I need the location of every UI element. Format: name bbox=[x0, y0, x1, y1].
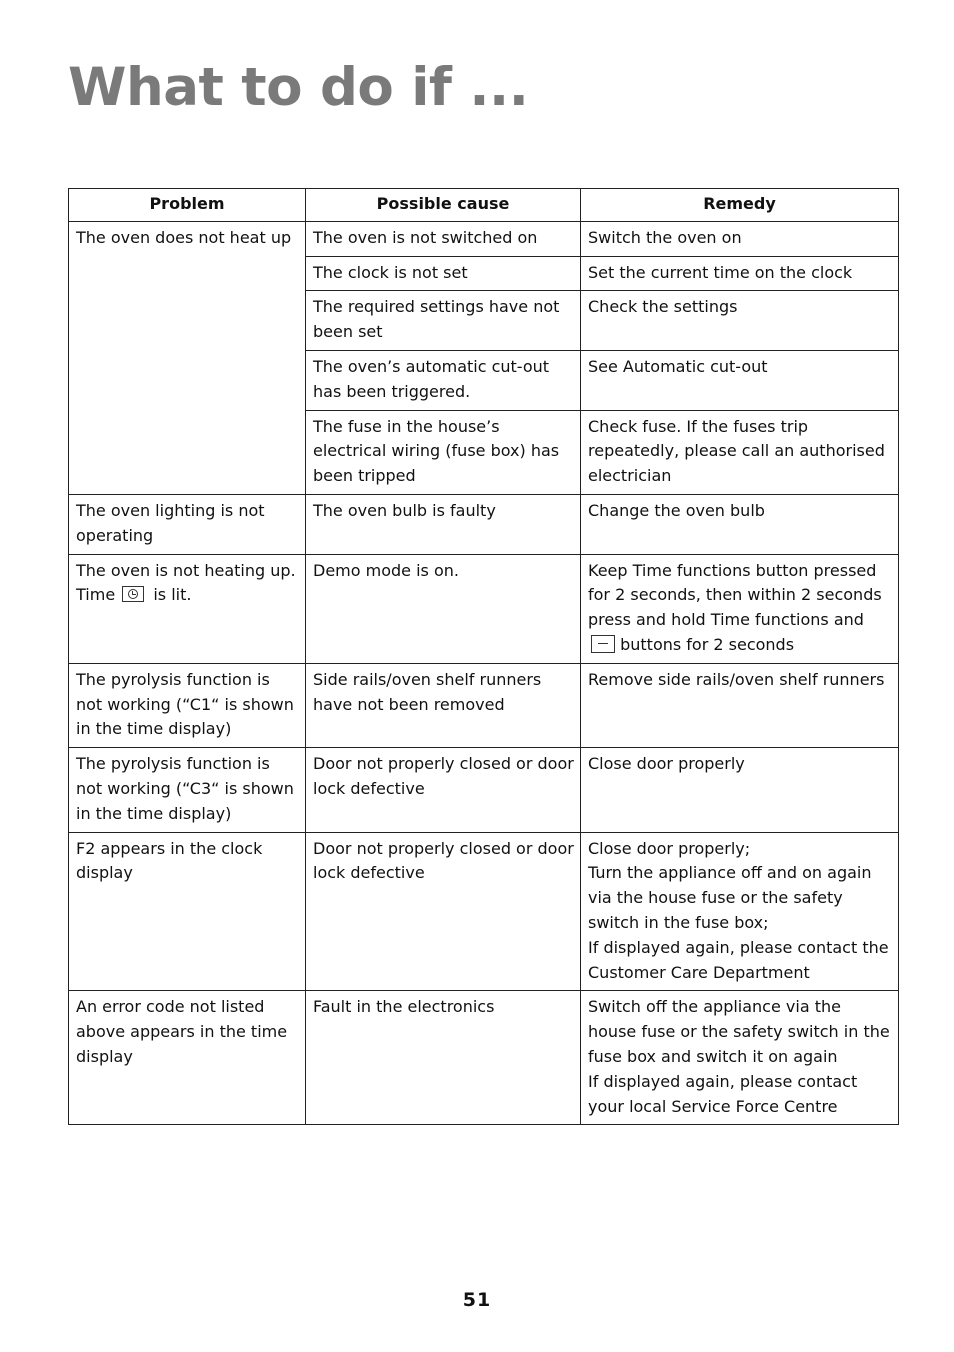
remedy-cell bbox=[581, 832, 899, 991]
table-row bbox=[69, 494, 899, 554]
remedy-text: Keep Time functions button pressed for 2 seconds, then within 2 seconds press and hold Time functions and bbox=[588, 560, 882, 630]
remedy-cell bbox=[581, 554, 899, 663]
page-title: What to do if ... bbox=[68, 57, 529, 118]
cause-cell: The fuse in the house’s electrical wiring (fuse box) has been tripped bbox=[306, 410, 581, 494]
remedy-cell: Set the current time on the clock bbox=[581, 256, 899, 291]
problem-cell: The oven does not heat up bbox=[69, 221, 306, 494]
cause-cell: The oven’s automatic cut-out has been triggered. bbox=[306, 350, 581, 410]
header-problem: Problem bbox=[69, 189, 306, 222]
table-row bbox=[69, 554, 899, 663]
clock-icon bbox=[122, 586, 144, 602]
remedy-text: buttons for 2 seconds bbox=[620, 634, 795, 654]
cause-cell: Door not properly closed or door lock defective bbox=[306, 748, 581, 832]
minus-button-icon bbox=[591, 635, 615, 653]
cause-cell: The oven is not switched on bbox=[306, 221, 581, 256]
remedy-cell: Check the settings bbox=[581, 291, 899, 351]
remedy-line: Switch off the appliance via the house fuse or the safety switch in the fuse box and switch it on again bbox=[588, 997, 890, 1066]
header-remedy: Remedy bbox=[581, 189, 899, 222]
remedy-line: Close door properly; bbox=[588, 838, 751, 858]
problem-cell bbox=[69, 554, 306, 663]
remedy-line: Turn the appliance off and on again via the house fuse or the safety switch in the fuse box; bbox=[588, 863, 872, 932]
page-number: 51 bbox=[462, 1289, 492, 1311]
table-row bbox=[69, 991, 899, 1125]
cause-cell: Demo mode is on. bbox=[306, 554, 581, 663]
problem-cell: The pyrolysis function is not working (“C3“ is shown in the time display) bbox=[69, 748, 306, 832]
remedy-cell: Change the oven bulb bbox=[581, 494, 899, 554]
table-row bbox=[69, 221, 899, 256]
problem-text: is lit. bbox=[153, 585, 192, 605]
remedy-cell: Switch the oven on bbox=[581, 221, 899, 256]
cause-cell: The clock is not set bbox=[306, 256, 581, 291]
header-possible-cause: Possible cause bbox=[306, 189, 581, 222]
table-row bbox=[69, 663, 899, 747]
remedy-line: If displayed again, please contact your local Service Force Centre bbox=[588, 1071, 858, 1116]
cause-cell: The oven bulb is faulty bbox=[306, 494, 581, 554]
table-row bbox=[69, 748, 899, 832]
remedy-cell: See Automatic cut-out bbox=[581, 350, 899, 410]
problem-cell: An error code not listed above appears in the time display bbox=[69, 991, 306, 1125]
cause-cell: Fault in the electronics bbox=[306, 991, 581, 1125]
table-row bbox=[69, 832, 899, 991]
cause-cell: Side rails/oven shelf runners have not been removed bbox=[306, 663, 581, 747]
remedy-line: If displayed again, please contact the Customer Care Department bbox=[588, 937, 889, 982]
remedy-cell: Check fuse. If the fuses trip repeatedly, please call an authorised electrician bbox=[581, 410, 899, 494]
table-header-row bbox=[69, 189, 899, 222]
troubleshooting-table bbox=[68, 188, 899, 1125]
remedy-cell bbox=[581, 991, 899, 1125]
problem-cell: The pyrolysis function is not working (“C1“ is shown in the time display) bbox=[69, 663, 306, 747]
problem-cell: The oven lighting is not operating bbox=[69, 494, 306, 554]
cause-cell: The required settings have not been set bbox=[306, 291, 581, 351]
remedy-cell: Remove side rails/oven shelf runners bbox=[581, 663, 899, 747]
problem-cell: F2 appears in the clock display bbox=[69, 832, 306, 991]
remedy-cell: Close door properly bbox=[581, 748, 899, 832]
cause-cell: Door not properly closed or door lock defective bbox=[306, 832, 581, 991]
problem-text: The oven is not heating up. Time bbox=[76, 560, 296, 605]
